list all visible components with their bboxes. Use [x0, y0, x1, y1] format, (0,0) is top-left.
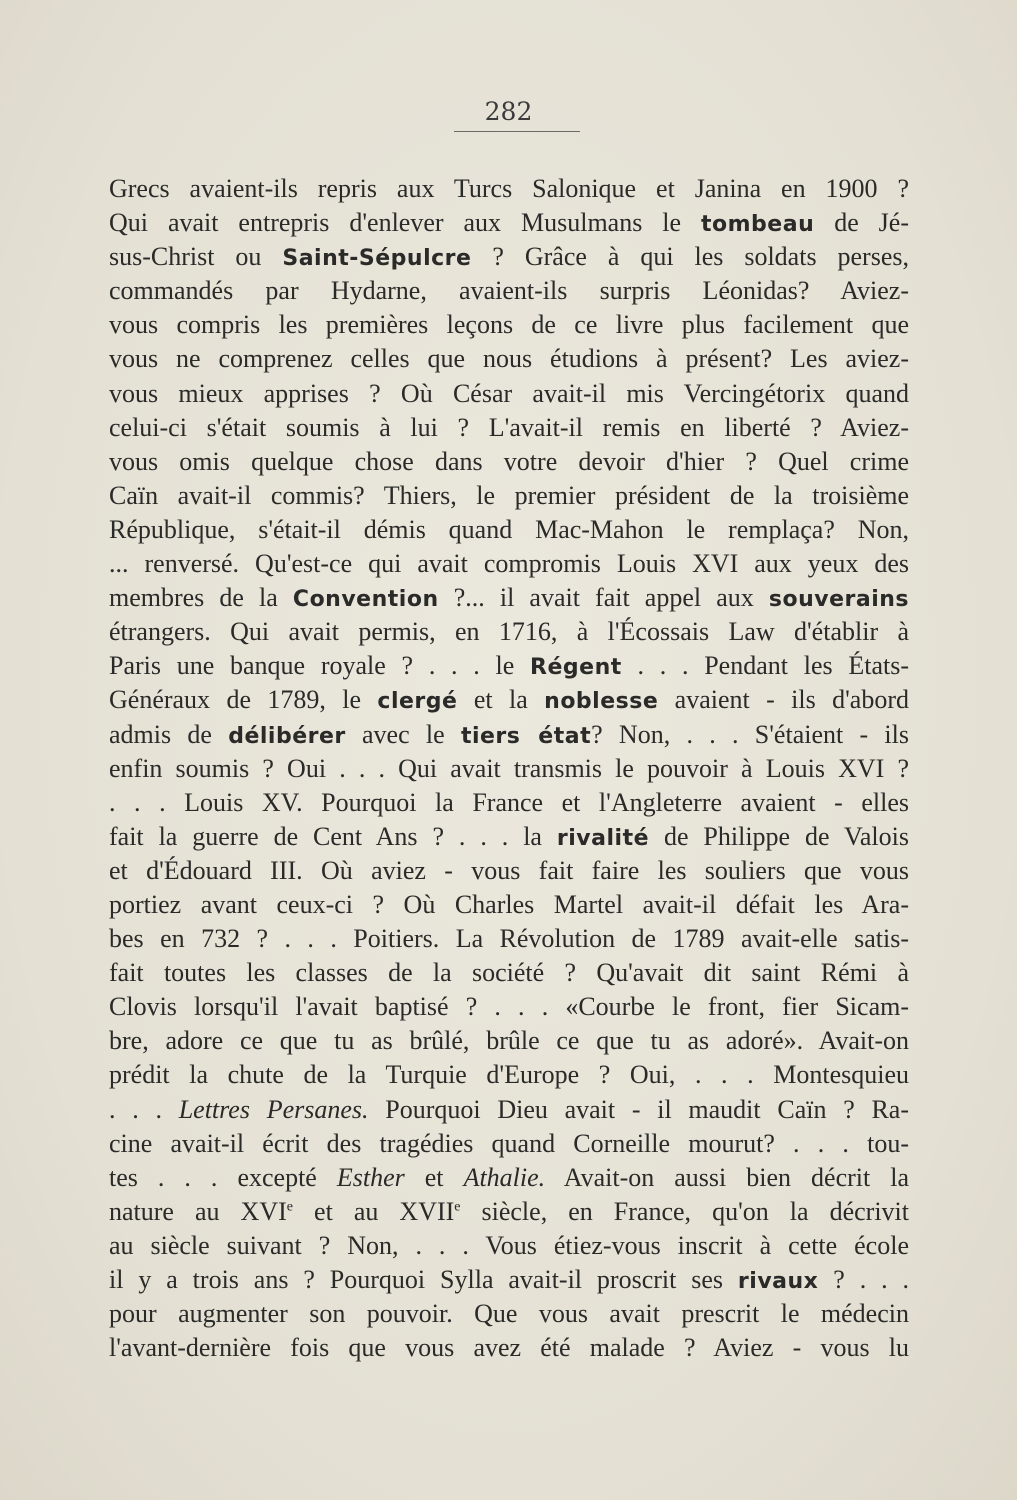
bold-term: rivalité	[556, 825, 650, 851]
body-text	[109, 172, 909, 1365]
text-run: ? Grâce à qui les soldats perses,	[471, 242, 909, 272]
text-line	[109, 1297, 909, 1331]
text-run: sus-Christ ou	[109, 242, 283, 272]
text-line	[109, 172, 909, 206]
text-line	[109, 274, 909, 308]
text-run: Paris une banque royale ? . . . le	[109, 651, 531, 681]
text-run: tes . . . excepté	[109, 1162, 337, 1192]
text-run: Clovis lorsqu'il l'avait baptisé ? . . . «Courbe le front, fier Sicam-	[109, 992, 909, 1022]
text-run: Généraux de 1789, le	[109, 685, 378, 715]
text-line	[109, 1093, 909, 1127]
text-line	[109, 445, 909, 479]
text-line	[109, 683, 909, 717]
text-run: fait toutes les classes de la société ? Qu'avait dit saint Rémi à	[109, 958, 909, 988]
text-run: vous compris les premières leçons de ce livre plus facilement que	[109, 310, 909, 340]
text-line	[109, 479, 909, 513]
text-run: portiez avant ceux-ci ? Où Charles Martel avait-il défait les Ara-	[109, 889, 909, 919]
text-run: celui-ci s'était soumis à lui ? L'avait-il remis en liberté ? Aviez-	[109, 412, 909, 442]
text-run: vous ne comprenez celles que nous étudions à présent? Les aviez-	[109, 344, 909, 374]
text-run: admis de	[109, 719, 229, 749]
text-run: fait la guerre de Cent Ans ? . . . la	[109, 821, 557, 851]
text-line	[109, 820, 909, 854]
text-run: et au XVII	[293, 1196, 455, 1226]
text-line	[109, 786, 909, 820]
text-run: et la	[457, 685, 545, 715]
text-line	[109, 240, 909, 274]
text-run: . . . Pendant les États-	[621, 651, 909, 681]
text-run: cine avait-il écrit des tragédies quand Corneille mourut? . . . tou-	[109, 1128, 909, 1158]
bold-term: rivaux	[737, 1269, 819, 1294]
text-run: Pourquoi Dieu avait - il maudit Caïn ? Ra-	[368, 1094, 909, 1124]
text-run: et	[404, 1162, 464, 1192]
text-line	[109, 615, 909, 649]
text-run: République, s'était-il démis quand Mac-Mahon le remplaça? Non,	[109, 514, 909, 544]
text-line	[109, 1127, 909, 1161]
italic-title: Lettres Persanes.	[178, 1094, 369, 1124]
text-run: avaient - ils d'abord	[658, 685, 909, 715]
text-line	[109, 377, 909, 411]
text-run: Qui avait entrepris d'enlever aux Musulmans le	[109, 208, 701, 238]
text-run: vous omis quelque chose dans votre devoir d'hier ? Quel crime	[109, 446, 909, 476]
page-number-rule	[454, 131, 580, 132]
text-run: avec le	[345, 719, 461, 749]
text-run: siècle, en France, qu'on la décrivit	[460, 1196, 909, 1226]
text-run: Caïn avait-il commis? Thiers, le premier président de la troisième	[109, 480, 909, 510]
text-run: il y a trois ans ? Pourquoi Sylla avait-il proscrit ses	[109, 1265, 738, 1294]
bold-term: tiers état	[460, 723, 592, 749]
text-line	[109, 1195, 909, 1229]
text-line	[109, 1024, 909, 1058]
text-run: commandés par Hydarne, avaient-ils surpris Léonidas? Aviez-	[109, 276, 909, 306]
text-line	[109, 888, 909, 922]
text-run: bre, adore ce que tu as brûlé, brûle ce que tu as adoré». Avait-on	[109, 1026, 909, 1056]
text-run: . . .	[109, 1094, 179, 1124]
text-line	[109, 513, 909, 547]
bold-term: Régent	[530, 655, 622, 681]
text-run: et d'Édouard III. Où aviez - vous fait faire les souliers que vous	[109, 855, 909, 885]
text-line	[109, 854, 909, 888]
bold-term: tombeau	[701, 212, 815, 238]
text-run: ? Non, . . . S'étaient - ils	[591, 719, 909, 749]
superscript: e	[286, 1199, 293, 1215]
text-line	[109, 547, 909, 581]
text-run: . . . Louis XV. Pourquoi la France et l'Angleterre avaient - elles	[109, 787, 909, 817]
text-run: au siècle suivant ? Non, . . . Vous étiez-vous inscrit à cette école	[109, 1230, 909, 1260]
text-line	[109, 206, 909, 240]
text-run: étrangers. Qui avait permis, en 1716, à l'Écossais Law d'établir à	[109, 617, 909, 647]
text-run: Avait-on aussi bien décrit la	[545, 1162, 909, 1192]
italic-title: Esther	[336, 1162, 405, 1192]
text-line	[109, 1161, 909, 1195]
text-run: ... renversé. Qu'est-ce qui avait compromis Louis XVI aux yeux des	[109, 549, 909, 579]
text-run: de Jé-	[814, 208, 909, 238]
page-number: 282	[484, 97, 533, 126]
bold-term: Convention	[292, 587, 439, 613]
text-run: de Philippe de Valois	[649, 821, 909, 851]
text-run: prédit la chute de la Turquie d'Europe ? Oui, . . . Montesquieu	[109, 1060, 909, 1090]
text-line	[109, 990, 909, 1024]
text-run: l'avant-dernière fois que vous avez été malade ? Aviez - vous lu	[109, 1333, 909, 1363]
text-run: ? . . .	[818, 1265, 909, 1294]
bold-term: clergé	[377, 689, 458, 715]
text-line	[109, 1229, 909, 1263]
bold-term: noblesse	[544, 689, 659, 715]
text-line	[109, 922, 909, 956]
text-run: ?... il avait fait appel aux	[438, 583, 769, 613]
text-line	[109, 649, 909, 683]
text-line	[109, 1058, 909, 1092]
text-run: membres de la	[109, 583, 293, 613]
text-line	[109, 956, 909, 990]
text-line	[109, 342, 909, 376]
text-run: enfin soumis ? Oui . . . Qui avait transmis le pouvoir à Louis XVI ?	[109, 753, 909, 783]
text-line	[109, 308, 909, 342]
text-run: bes en 732 ? . . . Poitiers. La Révolution de 1789 avait-elle satis-	[109, 924, 909, 954]
text-line	[109, 1331, 909, 1365]
italic-title: Athalie.	[463, 1162, 546, 1192]
superscript: e	[454, 1199, 461, 1215]
bold-term: souverains	[768, 587, 909, 613]
bold-term: délibérer	[228, 723, 346, 749]
text-run: pour augmenter son pouvoir. Que vous avait prescrit le médecin	[109, 1299, 909, 1329]
text-run: vous mieux apprises ? Où César avait-il mis Vercingétorix quand	[109, 378, 909, 408]
text-run: nature au XVI	[109, 1196, 287, 1226]
text-line	[109, 718, 909, 752]
text-line	[109, 752, 909, 786]
text-line	[109, 581, 909, 615]
text-line	[109, 411, 909, 445]
text-line	[109, 1263, 909, 1297]
text-run: Grecs avaient-ils repris aux Turcs Salonique et Janina en 1900 ?	[109, 174, 909, 203]
bold-term: Saint-Sépulcre	[282, 246, 472, 272]
